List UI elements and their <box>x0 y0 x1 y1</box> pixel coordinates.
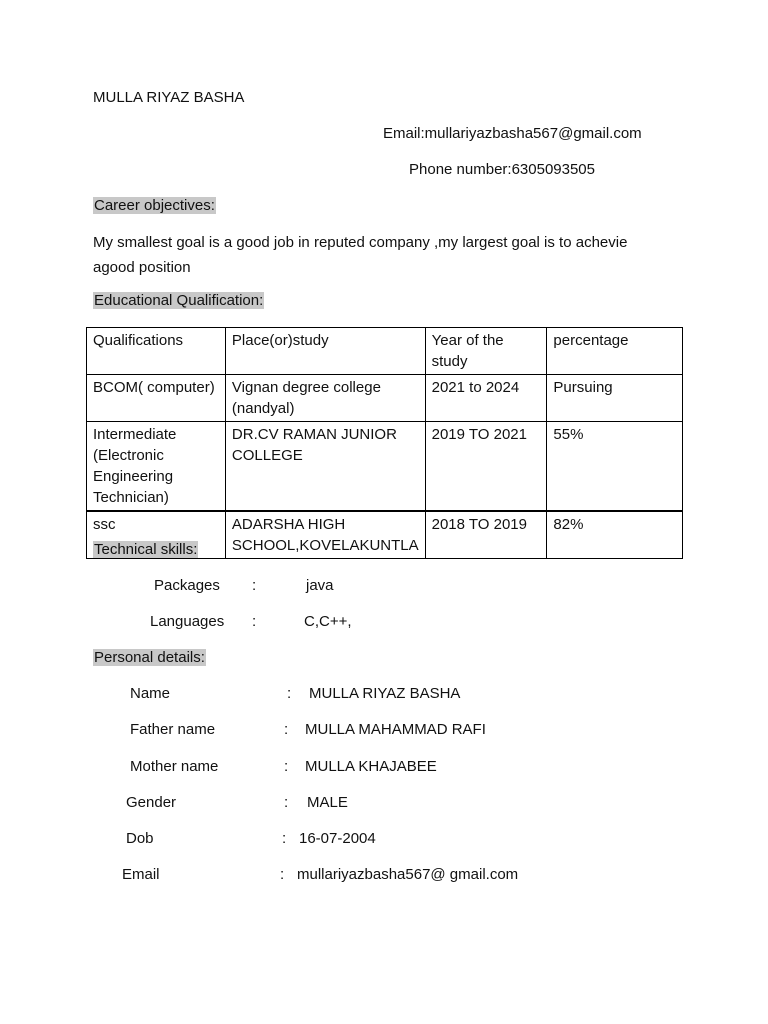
column-header: percentage <box>547 328 683 375</box>
column-header: Place(or)study <box>225 328 425 375</box>
personal-separator: : <box>287 685 292 702</box>
personal-value: MULLA KHAJABEE <box>305 758 437 775</box>
personal-label: Name <box>130 685 171 702</box>
personal-separator: : <box>280 866 285 883</box>
education-heading <box>93 292 264 310</box>
education-heading-text: Educational Qualification: <box>94 292 264 309</box>
table-row <box>87 375 683 422</box>
personal-heading <box>93 649 206 667</box>
table-cell: ADARSHA HIGH SCHOOL,KOVELAKUNTLA <box>225 511 425 559</box>
table-cell: 2018 TO 2019 <box>425 511 547 559</box>
personal-value: MULLA MAHAMMAD RAFI <box>305 721 486 738</box>
skill-separator: : <box>252 613 257 630</box>
table-cell: Pursuing <box>547 375 683 422</box>
table-header-row <box>87 328 683 375</box>
table-cell: Vignan degree college (nandyal) <box>225 375 425 422</box>
personal-separator: : <box>284 794 289 811</box>
personal-separator: : <box>284 758 289 775</box>
table-cell: DR.CV RAMAN JUNIOR COLLEGE <box>225 422 425 512</box>
personal-value: MULLA RIYAZ BASHA <box>309 685 461 702</box>
column-header: Year of the study <box>425 328 547 375</box>
personal-separator: : <box>282 830 287 847</box>
career-text: My smallest goal is a good job in reputed company ,my largest goal is to achevie agood position <box>93 234 628 276</box>
email-line: Email:mullariyazbasha567@gmail.com <box>383 125 642 142</box>
skills-heading-text: Technical skills: <box>94 541 198 558</box>
personal-label: Mother name <box>130 758 219 775</box>
personal-label: Father name <box>130 721 216 738</box>
skill-label: Languages <box>150 613 225 630</box>
table-cell: ssc <box>87 511 226 559</box>
table-cell: 55% <box>547 422 683 512</box>
skill-value: C,C++, <box>304 613 352 630</box>
career-heading <box>93 197 216 215</box>
personal-label: Gender <box>126 794 177 811</box>
skill-value: java <box>306 577 334 594</box>
table-cell: BCOM( computer) <box>87 375 226 422</box>
phone-line: Phone number:6305093505 <box>409 161 595 178</box>
table-cell: 2019 TO 2021 <box>425 422 547 512</box>
table-cell: Intermediate (Electronic Engineering Technician) <box>87 422 226 512</box>
resume-name: MULLA RIYAZ BASHA <box>93 89 245 106</box>
column-header: Qualifications <box>87 328 226 375</box>
personal-heading-text: Personal details: <box>94 649 205 666</box>
personal-value: mullariyazbasha567@ gmail.com <box>297 866 519 883</box>
table-cell: 82% <box>547 511 683 559</box>
table-cell: 2021 to 2024 <box>425 375 547 422</box>
personal-separator: : <box>284 721 289 738</box>
table-row <box>87 422 683 512</box>
personal-value: MALE <box>307 794 348 811</box>
skills-heading <box>93 541 198 559</box>
skill-separator: : <box>252 577 257 594</box>
career-heading-text: Career objectives: <box>94 197 215 214</box>
personal-value: 16-07-2004 <box>299 830 376 847</box>
education-table <box>86 327 683 559</box>
skill-label: Packages <box>154 577 220 594</box>
personal-label: Email <box>122 866 160 883</box>
personal-label: Dob <box>126 830 154 847</box>
